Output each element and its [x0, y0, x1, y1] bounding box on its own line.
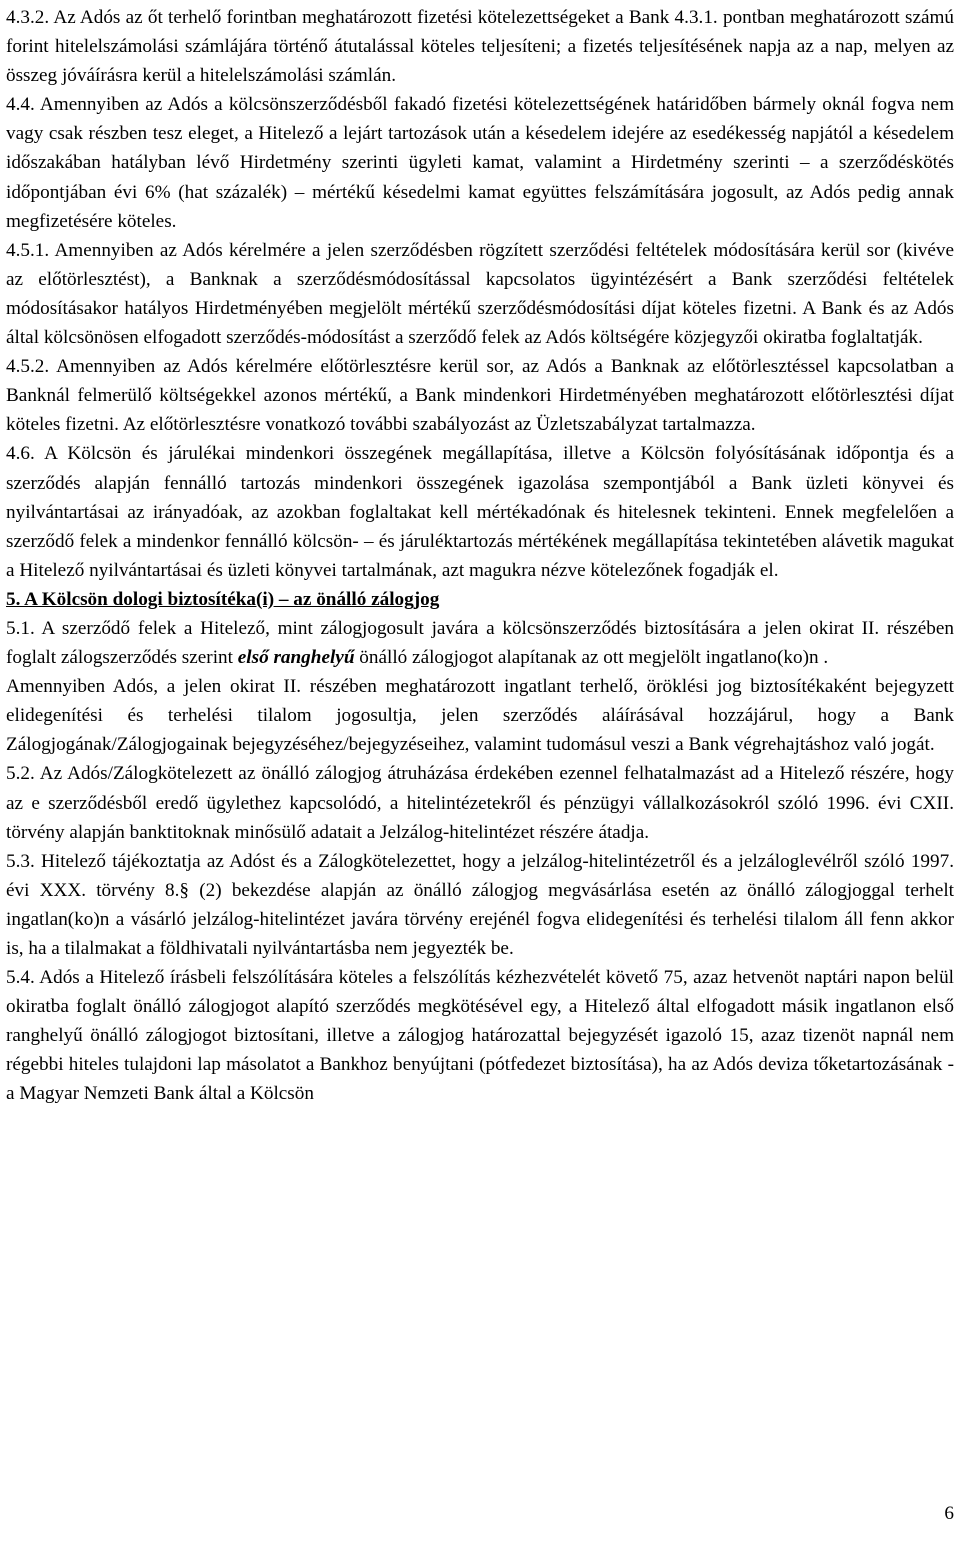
paragraph-5-3: 5.3. Hitelező tájékoztatja az Adóst és a Zálogkötelezettet, hogy a jelzálog-hitelintézetről és a jelzáloglevélről szóló 1997. évi XXX. törvény 8.§ (2) bekezdése alapján az önálló zálogjog megvásárlása esetén az önálló zálogjoggal terhelt ingatlan(ko)n a vásárló jelzálog-hitelintézet javára törvény erejénél fogva elidegenítési és terhelési tilalom áll fenn akkor is, ha a tilalmakat a földhivatali nyilvántartásba nem jegyezték be.: [6, 850, 954, 959]
paragraph-5-1: [6, 614, 954, 672]
paragraph-4-6: 4.6. A Kölcsön és járulékai mindenkori összegének megállapítása, illetve a Kölcsön folyósításának időpontja és a szerződés alapján fennálló tartozás mindenkori összegének igazolása szempontjából a Bank üzleti könyvei és nyilvántartásai az irányadóak, az azokban foglaltakat kell mértékadónak és hitelesnek tekinteni. Ennek megfelelően a szerződő felek a mindenkor fennálló kölcsön- – és járuléktartozás mértékének megállapítása tekintetében alávetik magukat a Hitelező nyilvántartásai és üzleti könyvei tartalmának, azt magukra nézve kötelezőnek fogadják el.: [6, 443, 954, 581]
paragraph-4-3-2: 4.3.2. Az Adós az őt terhelő forintban meghatározott fizetési kötelezettségeket a Bank 4.3.1. pontban meghatározott számú forint hitelelszámolási számlájára történő átutalással köteles teljesíteni; a fizetés teljesítésének napja az a nap, melyen az összeg jóváírásra kerül a hitelelszámolási számlán.: [6, 7, 954, 87]
paragraph-5-1-after: önálló zálogjogot alapítanak az ott megjelölt ingatlano(ko)n .: [354, 647, 829, 669]
paragraph-5-2: 5.2. Az Adós/Zálogkötelezett az önálló zálogjog átruházása érdekében ezennel felhatalmazást ad a Hitelező részére, hogy az e szerződésből eredő ügylethez kapcsolódó, a hitelintézetekről és pénzügyi vállalkozásokról szóló 1996. évi CXII. törvény alapján banktitoknak minősülő adatait a Jelzálog-hitelintézet részére átadja.: [6, 763, 954, 843]
paragraph-4-5-1: 4.5.1. Amennyiben az Adós kérelmére a jelen szerződésben rögzített szerződési feltételek módosítására kerül sor (kivéve az előtörlesztést), a Banknak a szerződésmódosítással kapcsolatos ügyintézésért a Bank szerződési feltételek módosításakor hatályos Hirdetményében megjelölt mértékű szerződésmódosítási díjat köteles fizetni. A Bank és az Adós által kölcsönösen elfogadott szerződés-módosítást a szerződő felek az Adós költségére közjegyzői okiratba foglaltatják.: [6, 239, 954, 349]
paragraph-4-4: 4.4. Amennyiben az Adós a kölcsönszerződésből fakadó fizetési kötelezettségének határidőben bármely oknál fogva nem vagy csak részben tesz eleget, a Hitelező a lejárt tartozások után a késedelem idejére az esedékesség napjától a késedelem időszakában hatályban lévő Hirdetmény szerinti ügyleti kamat, valamint a Hirdetmény szerinti – a szerződéskötés időpontjában évi 6% (hat százalék) – mértékű késedelmi kamat együttes felszámítására jogosult, az Adós pedig annak megfizetésére köteles.: [6, 94, 954, 232]
section-heading: 5. A Kölcsön dologi biztosítéka(i) – az önálló zálogjog: [6, 588, 440, 610]
paragraph-5-1-consent: Amennyiben Adós, a jelen okirat II. részében meghatározott ingatlant terhelő, öröklési jog biztosítékaként bejegyzett elidegenítési és terhelési tilalom jogosultja, jelen szerződés aláírásával hozzájárul, hogy a Bank Zálogjogának/Zálogjogainak bejegyzéséhez/bejegyzéseihez, valamint tudomásul veszi a Bank végrehajtáshoz való jogát.: [6, 676, 954, 756]
paragraph-5-4: 5.4. Adós a Hitelező írásbeli felszólítására köteles a felszólítás kézhezvételét követő 75, azaz hetvenöt naptári napon belül okiratba foglalt önálló zálogjogot alapító szerződés megkötésével egy, a Hitelező által elfogadott másik ingatlanon első ranghelyű önálló zálogjogot biztosítani, illetve a zálogjog határozattal bejegyzését igazoló 15, azaz tizenöt napnál nem régebbi hiteles tulajdoni lap másolatot a Bankhoz benyújtani (pótfedezet biztosítása), ha az Adós deviza tőketartozásának - a Magyar Nemzeti Bank által a Kölcsön: [6, 967, 954, 1105]
paragraph-5-1-before: 5.1. A szerződő felek a Hitelező, mint zálogjogosult javára a kölcsönszerződés biztosítására a jelen okirat II. részében foglalt zálogszerződés szerint: [6, 617, 954, 669]
paragraph-4-5-2: 4.5.2. Amennyiben az Adós kérelmére előtörlesztésre kerül sor, az Adós a Banknak az előtörlesztéssel kapcsolatban a Banknál felmerülő költségekkel azonos mértékű, a Bank mindenkori Hirdetményében meghatározott előtörlesztési díjat köteles fizetni. Az előtörlesztésre vonatkozó további szabályozást az Üzletszabályzat tartalmazza.: [6, 356, 954, 436]
page-number: 6: [944, 1503, 954, 1524]
document-body: [6, 3, 954, 1109]
paragraph-5-1-emphasis: első ranghelyű: [237, 647, 355, 669]
